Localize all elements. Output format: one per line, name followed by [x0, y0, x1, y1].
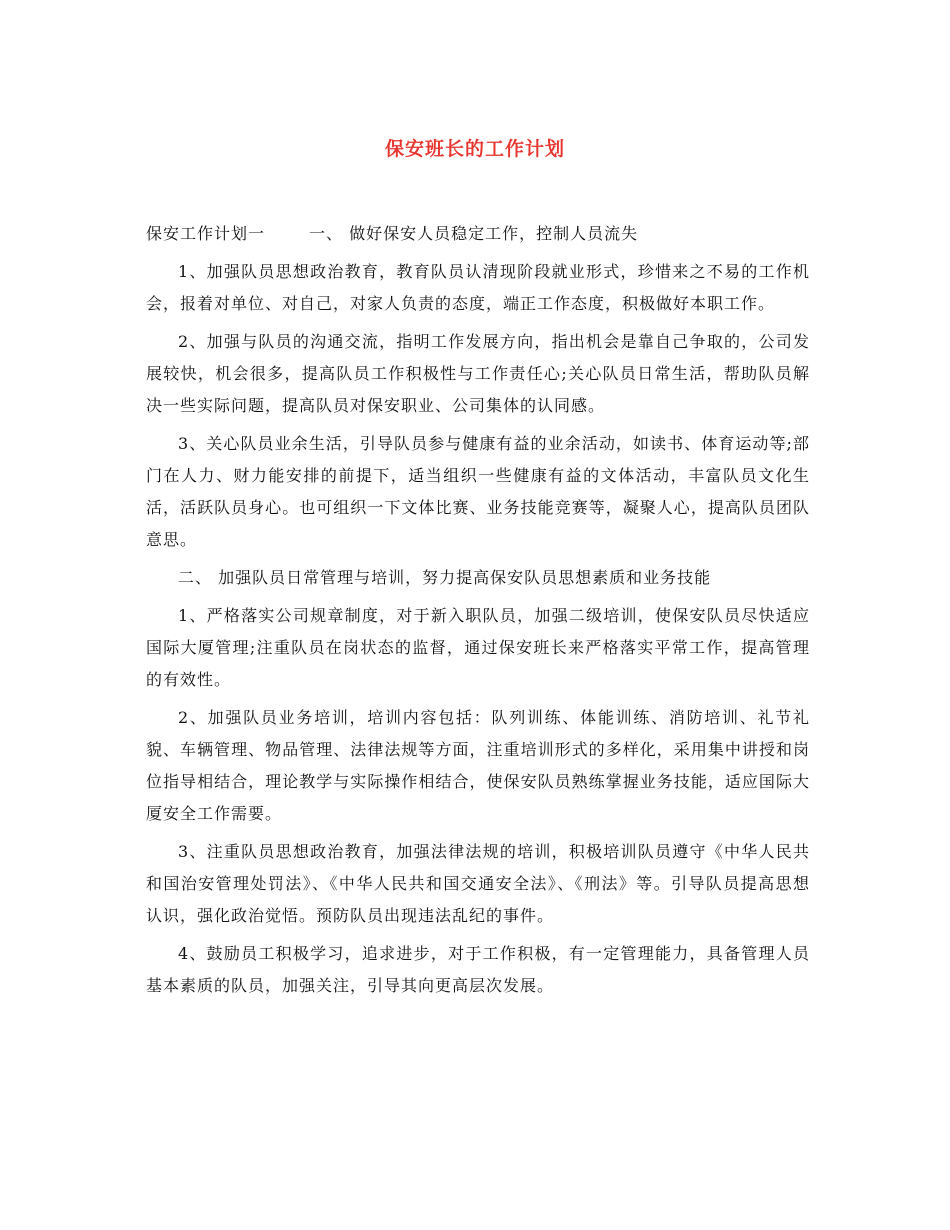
paragraph: 2、加强队员业务培训，培训内容包括：队列训练、体能训练、消防培训、礼节礼貌、车辆管理、物品管理、法律法规等方面，注重培训形式的多样化，采用集中讲授和岗位指导相结合，理论教学与实际操作相结合，使保安队员熟练掌握业务技能，适应国际大厦安全工作需要。: [146, 708, 810, 823]
section-2-heading: 二、 加强队员日常管理与培训，努力提高保安队员思想素质和业务技能: [178, 568, 712, 587]
intro-label: 保安工作计划一: [146, 224, 266, 243]
document-title: 保安班长的工作计划: [384, 138, 565, 160]
paragraph: 1、加强队员思想政治教育，教育队员认清现阶段就业形式，珍惜来之不易的工作机会，报着对单位、对自己，对家人负责的态度，端正工作态度，积极做好本职工作。: [146, 262, 810, 313]
paragraph: 2、加强与队员的沟通交流，指明工作发展方向，指出机会是靠自己争取的，公司发展较快，机会很多，提高队员工作积极性与工作责任心;关心队员日常生活，帮助队员解决一些实际问题，提高队员对保安职业、公司集体的认同感。: [146, 332, 810, 415]
paragraph: 1、严格落实公司规章制度，对于新入职队员，加强二级培训，使保安队员尽快适应国际大厦管理;注重队员在岗状态的监督，通过保安班长来严格落实平常工作，提高管理的有效性。: [146, 606, 810, 689]
paragraph: 3、关心队员业余生活，引导队员参与健康有益的业余活动，如读书、体育运动等;部门在人力、财力能安排的前提下，适当组织一些健康有益的文体活动，丰富队员文化生活，活跃队员身心。也可组织一下文体比赛、业务技能竞赛等，凝聚人心，提高队员团队意思。: [146, 434, 810, 549]
section-1-heading: 一、 做好保安人员稳定工作，控制人员流失: [309, 224, 639, 243]
intro-line: [146, 218, 810, 250]
document-body: [146, 218, 810, 1008]
paragraph: 4、鼓励员工积极学习，追求进步，对于工作积极，有一定管理能力，具备管理人员基本素质的队员，加强关注，引导其向更高层次发展。: [146, 944, 810, 995]
paragraph: 3、注重队员思想政治教育，加强法律法规的培训，积极培训队员遵守《中华人民共和国治安管理处罚法》、《中华人民共和国交通安全法》、《刑法》等。引导队员提高思想认识，强化政治觉悟。预防队员出现违法乱纪的事件。: [146, 842, 810, 925]
